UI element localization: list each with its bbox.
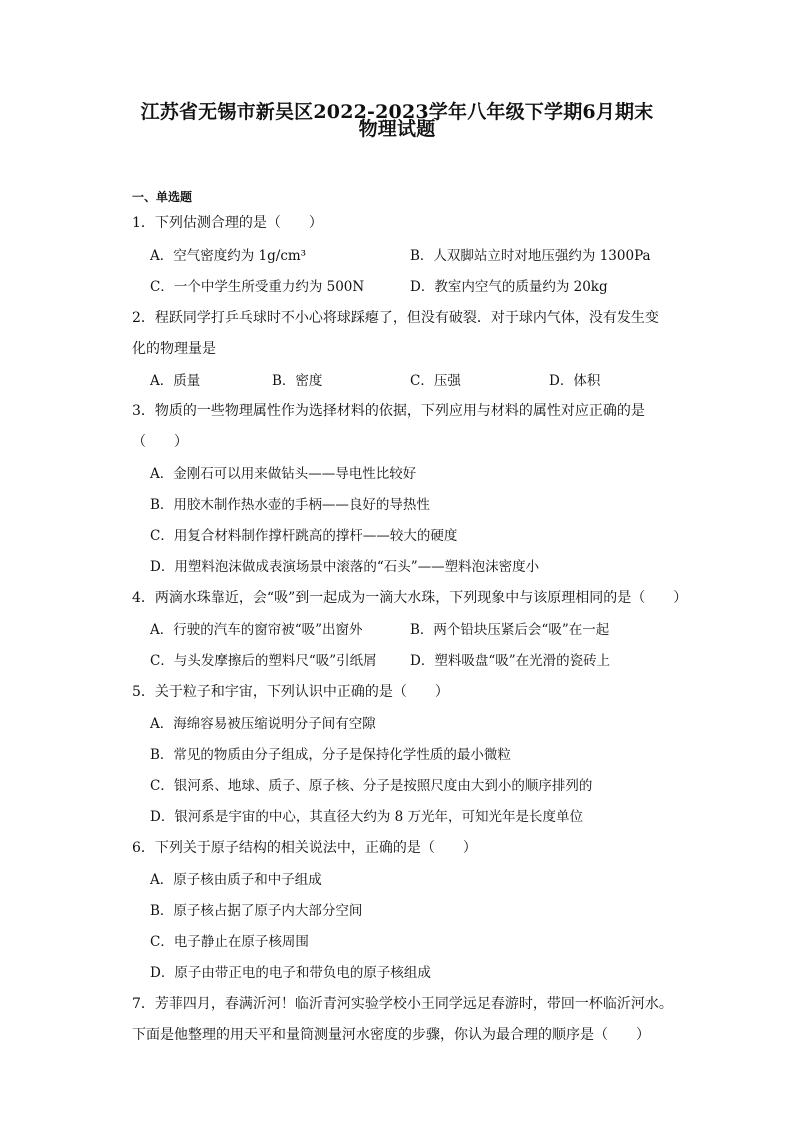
question-1-option-c: C．一个中学生所受重力约为 500N [150,279,365,295]
question-4-option-a: A．行驶的汽车的窗帘被“吸”出窗外 [150,622,363,638]
question-2-stem-line-1: 2．程跃同学打乒乓球时不小心将球踩瘪了，但没有破裂．对于球内气体，没有发生变 [132,310,659,326]
question-1-option-a: A．空气密度约为 1g/cm³ [150,248,307,264]
question-5-option-a: A．海绵容易被压缩说明分子间有空隙 [150,716,376,732]
question-2-option-c: C．压强 [410,373,461,389]
question-3-option-d: D．用塑料泡沫做成表演场景中滚落的“石头”——塑料泡沫密度小 [150,559,540,575]
question-4-option-b: B．两个铅块压紧后会“吸”在一起 [410,622,610,638]
question-4-stem: 4．两滴水珠靠近，会“吸”到一起成为一滴大水珠，下列现象中与该原理相同的是（ ） [132,590,688,606]
question-2-stem-line-2: 化的物理量是 [132,341,216,357]
question-3-stem-line-1: 3．物质的一些物理属性作为选择材料的依据，下列应用与材料的属性对应正确的是 [132,403,645,419]
question-7-stem-line-2: 下面是他整理的用天平和量筒测量河水密度的步骤，你认为最合理的顺序是（ ） [132,1027,650,1043]
question-3-option-b: B．用胶木制作热水壶的手柄——良好的导热性 [150,497,430,513]
question-5-option-b: B．常见的物质由分子组成，分子是保持化学性质的最小微粒 [150,747,511,763]
question-5-option-c: C．银河系、地球、质子、原子核、分子是按照尺度由大到小的顺序排列的 [150,778,593,794]
page-title-line-1: 江苏省无锡市新吴区2022-2023学年八年级下学期6月期末 [140,101,654,123]
question-6-option-c: C．电子静止在原子核周围 [150,934,309,950]
question-1-option-b: B．人双脚站立时对地压强约为 1300Pa [410,248,651,264]
question-6-option-b: B．原子核占据了原子内大部分空间 [150,903,363,919]
question-4-option-d: D．塑料吸盘“吸”在光滑的瓷砖上 [410,653,611,669]
question-1-stem: 1．下列估测合理的是（ ） [132,215,323,231]
question-2-option-b: B．密度 [272,373,323,389]
section-heading: 一、单选题 [132,190,193,204]
question-6-option-a: A．原子核由质子和中子组成 [150,872,322,888]
question-6-stem: 6．下列关于原子结构的相关说法中，正确的是（ ） [132,840,477,856]
question-3-stem-line-2: （ ） [132,434,188,450]
question-5-stem: 5．关于粒子和宇宙，下列认识中正确的是（ ） [132,684,449,700]
question-3-option-a: A．金刚石可以用来做钻头——导电性比较好 [150,466,417,482]
question-5-option-d: D．银河系是宇宙的中心，其直径大约为 8 万光年，可知光年是长度单位 [150,809,583,825]
page-title-line-2: 物理试题 [358,118,436,140]
question-2-option-a: A．质量 [150,373,201,389]
question-4-option-c: C．与头发摩擦后的塑料尺“吸”引纸屑 [150,653,377,669]
question-3-option-c: C．用复合材料制作撑杆跳高的撑杆——较大的硬度 [150,528,458,544]
question-2-option-d: D．体积 [549,373,601,389]
question-7-stem-line-1: 7．芳菲四月，春满沂河！临沂青河实验学校小王同学远足春游时，带回一杯临沂河水。 [132,996,673,1012]
question-1-option-d: D．教室内空气的质量约为 20kg [410,279,608,295]
question-6-option-d: D．原子由带正电的电子和带负电的原子核组成 [150,965,431,981]
